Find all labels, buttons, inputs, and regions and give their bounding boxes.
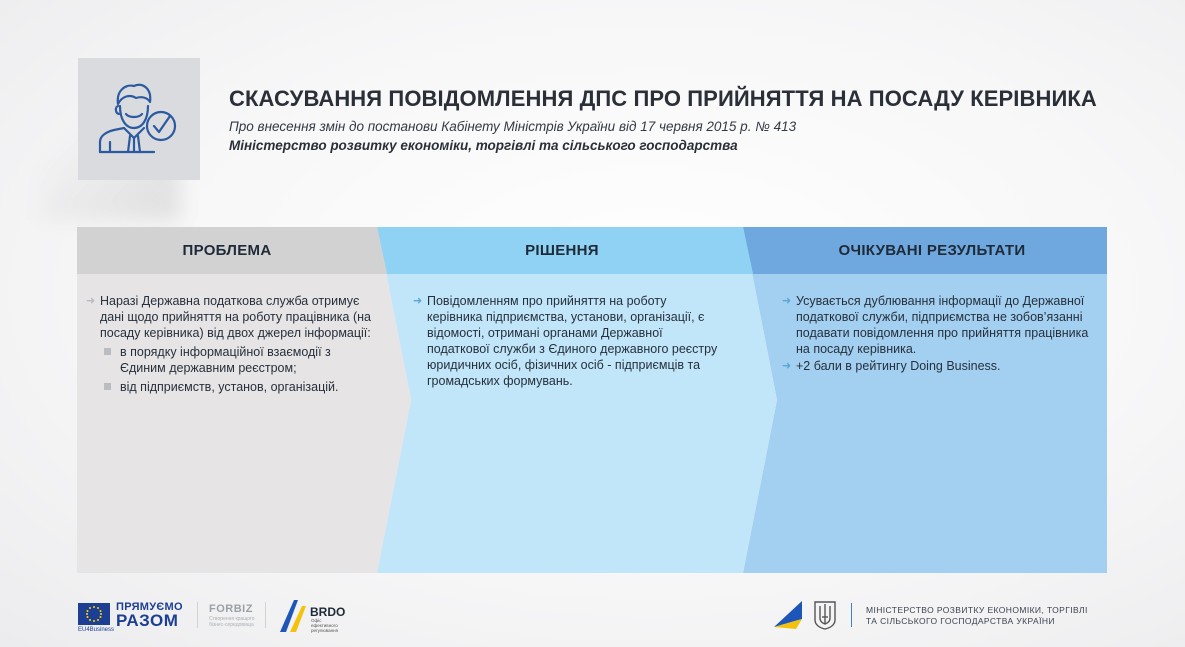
list-item: від підприємств, установ, організацій. (100, 379, 374, 395)
arrow-right-icon: ➜ (413, 295, 423, 307)
brdo-logo-icon (276, 596, 310, 636)
ministry-logo-line2: ТА СІЛЬСЬКОГО ГОСПОДАРСТВА УКРАЇНИ (866, 616, 1055, 626)
list-item: ➜ Усувається дублювання інформації до Державної податкової служби, підприємства не зобов’язанні подавати повідомлення про прийняття працівника на посаду керівника. (782, 294, 1089, 356)
list-item: ➜ +2 бали в рейтингу Doing Business. (782, 359, 1001, 373)
panel-solution-body (413, 293, 723, 390)
eu4business-label: EU4Business (78, 627, 115, 633)
info-panels (77, 227, 1107, 573)
panel-solution-heading: РІШЕННЯ (525, 242, 599, 259)
list-item: ➜ Наразі Державна податкова служба отримує дані щодо прийняття на роботу працівника (на посаду керівника) від двох джерел інформації: в порядку інформаційної взаємодії з Єдиним державним реєстром; від підприємств, установ, організацій. (86, 293, 374, 395)
arrow-right-icon: ➜ (782, 360, 792, 372)
brdo-logo-text: BRDO (310, 605, 346, 619)
footer-divider (265, 602, 266, 628)
eu-flag-icon (78, 603, 110, 625)
forbiz-tagline: Створення кращого бізнес-середовища (209, 616, 255, 628)
panel-problem-heading: ПРОБЛЕМА (182, 242, 272, 259)
list-item: ➜ Повідомленням про прийняття на роботу керівника підприємства, установи, організації, є відомості, отримані органами Державної податкової служби з Єдиного державного реєстру юридичних осіб, фізичних осіб - підприємців та громадських формувань. (413, 294, 718, 388)
person-check-icon (96, 76, 182, 162)
list-item: в порядку інформаційної взаємодії з Єдиним державним реєстром; (100, 344, 374, 376)
square-bullet-icon (104, 348, 111, 355)
footer-divider (197, 602, 198, 628)
ministry-name: Міністерство розвитку економіки, торгівлі та сільського господарства (229, 138, 738, 153)
eu-logo-text-line2: РАЗОМ (116, 611, 179, 630)
page-subtitle: Про внесення змін до постанови Кабінету Міністрів України від 17 червня 2015 р. № 413 (229, 119, 797, 134)
panel-problem-bg (77, 227, 411, 573)
forbiz-logo: FORBIZ (209, 603, 253, 615)
page-title: СКАСУВАННЯ ПОВІДОМЛЕННЯ ДПС ПРО ПРИЙНЯТТЯ НА ПОСАДУ КЕРІВНИКА (229, 86, 1097, 111)
panels-background (77, 227, 1107, 573)
ministry-logo-divider (851, 603, 852, 627)
square-bullet-icon (104, 383, 111, 390)
ministry-logo-line1: МІНІСТЕРСТВО РОЗВИТКУ ЕКОНОМІКИ, ТОРГІВЛІ (866, 605, 1088, 615)
trident-icon (812, 600, 838, 630)
eu-logo-text-line1: ПРЯМУЄМО (116, 601, 183, 613)
arrow-right-icon: ➜ (782, 295, 792, 307)
panel-problem-body (86, 293, 374, 398)
panel-results-body (782, 293, 1094, 375)
panel-results-bg (743, 227, 1107, 573)
brdo-tagline: Офіс ефективного регулювання (311, 618, 339, 633)
panel-solution-bg (377, 227, 777, 573)
arrow-right-icon: ➜ (86, 295, 96, 307)
footer (0, 590, 1185, 647)
ukraine-flag-logo-icon (772, 597, 808, 633)
header-icon-box (78, 58, 200, 180)
panel-results-heading: ОЧІКУВАНІ РЕЗУЛЬТАТИ (838, 242, 1026, 259)
